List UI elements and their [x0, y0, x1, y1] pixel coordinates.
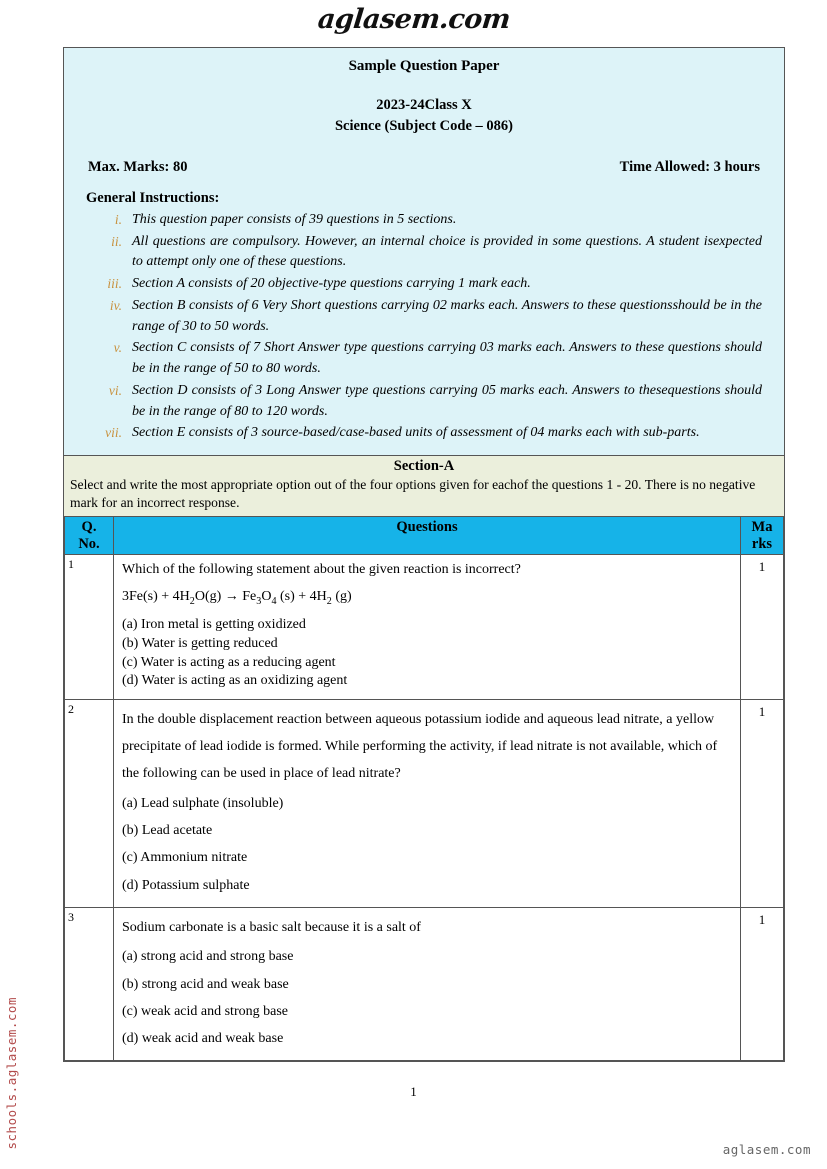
- option-item: (c) Ammonium nitrate: [122, 850, 248, 866]
- instruction-item: [86, 232, 762, 273]
- page-number: 1: [410, 1084, 417, 1099]
- subject-code-line: Science (Subject Code – 086): [334, 118, 513, 135]
- table-row: [65, 554, 784, 699]
- question-content: [114, 554, 741, 699]
- column-header-marks: [741, 517, 784, 554]
- side-watermark: schools.aglasem.com: [4, 996, 19, 1149]
- instruction-text: Section A consists of 20 objective-type questions carrying 1 mark each.: [132, 276, 531, 292]
- option-item: (a) Iron metal is getting oxidized: [122, 617, 306, 633]
- option-item: (c) weak acid and strong base: [122, 1003, 288, 1019]
- instruction-item: [86, 296, 762, 337]
- question-stem: Sodium carbonate is a basic salt because it is a salt of: [122, 919, 421, 935]
- instruction-item: [86, 381, 762, 422]
- option-item: (d) Water is acting as an oxidizing agent: [122, 673, 348, 689]
- table-header-row: [65, 517, 784, 554]
- instruction-text: Section D consists of 3 Long Answer type questions carrying 05 marks each. Answers to thesequestions should be in the range of 80 to 120 words.: [132, 382, 762, 419]
- column-header-qno: [65, 517, 114, 554]
- question-number: 2: [65, 699, 114, 907]
- marks-header-line1: Ma: [751, 519, 773, 536]
- section-a-band: [64, 455, 784, 516]
- options-list: [122, 616, 732, 690]
- instruction-marker: iii.: [107, 276, 122, 292]
- instruction-text: All questions are compulsory. However, an internal choice is provided in some questions. A student isexpected to attempt only one of these questions.: [132, 233, 762, 270]
- bottom-watermark: aglasem.com: [722, 1142, 811, 1157]
- site-logo-header: [0, 4, 827, 44]
- options-list: [122, 790, 732, 899]
- qno-header-line1: Q.: [81, 519, 97, 536]
- instruction-marker: ii.: [111, 233, 122, 249]
- general-instructions-block: [64, 190, 784, 455]
- instruction-text: Section C consists of 7 Short Answer type questions carrying 03 marks each. Answers to these questions should be in the range of 50 to 80 words.: [132, 340, 762, 377]
- instruction-text: This question paper consists of 39 questions in 5 sections.: [132, 212, 457, 228]
- instruction-text: Section B consists of 6 Very Short questions carrying 02 marks each. Answers to these questionsshould be in the range of 30 to 50 words.: [132, 297, 762, 334]
- option-item: (b) Lead acetate: [122, 823, 213, 839]
- instruction-marker: i.: [114, 212, 122, 228]
- instruction-marker: iv.: [109, 297, 122, 313]
- instructions-list: [86, 210, 762, 444]
- option-item: (b) Water is getting reduced: [122, 636, 278, 652]
- time-allowed-label: Time Allowed: 3 hours: [619, 159, 760, 176]
- question-stem: Which of the following statement about the given reaction is incorrect?: [122, 561, 521, 577]
- paper-header: [64, 48, 784, 190]
- instruction-marker: v.: [113, 340, 122, 356]
- instruction-text: Section E consists of 3 source-based/case-based units of assessment of 04 marks each with sub-parts.: [132, 425, 700, 441]
- question-content: [114, 907, 741, 1060]
- instruction-item: [86, 423, 762, 444]
- instruction-item: [86, 210, 762, 231]
- section-a-description: Select and write the most appropriate option out of the four options given for eachof the questions 1 - 20. There is no negative mark for an incorrect response.: [70, 476, 756, 511]
- questions-table-head: [65, 517, 784, 554]
- question-marks: 1: [741, 554, 784, 699]
- table-row: [65, 907, 784, 1060]
- question-paper-document: [63, 47, 785, 1062]
- aglasem-logo-text: aglasem.com: [315, 4, 512, 35]
- option-item: (d) Potassium sulphate: [122, 877, 250, 893]
- option-item: (a) Lead sulphate (insoluble): [122, 795, 284, 811]
- question-content: [114, 699, 741, 907]
- general-instructions-title: General Instructions:: [86, 190, 220, 207]
- marks-header-line2: rks: [751, 535, 773, 552]
- option-item: (d) weak acid and weak base: [122, 1031, 284, 1047]
- session-class-line: 2023-24Class X: [376, 97, 472, 113]
- instruction-item: [86, 274, 762, 295]
- instruction-item: [86, 338, 762, 379]
- option-item: (c) Water is acting as a reducing agent: [122, 654, 336, 670]
- instruction-marker: vii.: [105, 425, 122, 441]
- instruction-marker: vi.: [108, 382, 122, 398]
- max-marks-label: Max. Marks: 80: [88, 159, 188, 176]
- question-stem: In the double displacement reaction between aqueous potassium iodide and aqueous lead nitrate, a yellow precipitate of lead iodide is formed. While performing the activity, if lead nitrate is not available, which of the following can be used in place of lead nitrate?: [122, 711, 718, 782]
- question-marks: 1: [741, 907, 784, 1060]
- page-title: Sample Question Paper: [348, 58, 500, 74]
- option-item: (b) strong acid and weak base: [122, 976, 289, 992]
- option-item: (a) strong acid and strong base: [122, 949, 294, 965]
- table-row: [65, 699, 784, 907]
- section-a-title: Section-A: [393, 457, 455, 474]
- marks-time-row: [86, 159, 762, 176]
- chemical-equation: $3Fe(s) + 4H_2O(g) \to Fe_3O_4$ $(s) + 4H_2$ (g): [122, 588, 352, 607]
- questions-table-body: [65, 554, 784, 1061]
- questions-table: [64, 516, 784, 1061]
- column-header-questions: Questions: [114, 517, 741, 554]
- options-list: [122, 943, 732, 1052]
- question-number: 1: [65, 554, 114, 699]
- question-marks: 1: [741, 699, 784, 907]
- question-number: 3: [65, 907, 114, 1060]
- qno-header-line2: No.: [78, 535, 100, 552]
